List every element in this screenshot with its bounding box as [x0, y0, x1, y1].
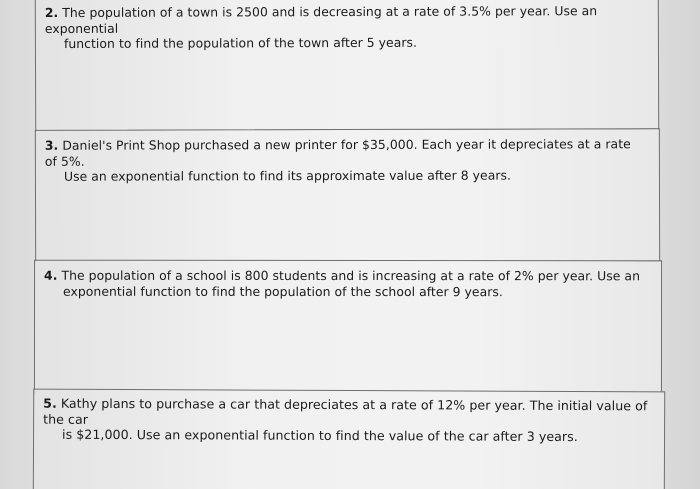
problem-2-line-1: The population of a town is 2500 and is decreasing at a rate of 3.5% per year. Use an exponential: [44, 3, 598, 36]
problem-3-line-2: Use an exponential function to find its approximate value after 8 years.: [63, 167, 512, 184]
problem-5-line-1: Kathy plans to purchase a car that depreciates at a rate of 12% per year. The initial value of the car: [43, 395, 648, 427]
problem-2-number: 2.: [44, 5, 59, 21]
problem-3-line-1: Daniel's Print Shop purchased a new printer for $35,000. Each year it depreciates at a rate of 5%.: [44, 136, 631, 169]
problem-2-text: [45, 3, 642, 52]
problem-2-box: [35, 0, 659, 132]
problem-3-text: [45, 136, 643, 184]
problem-5-number: 5.: [43, 395, 57, 411]
problem-5-line-2: is $21,000. Use an exponential function to find the value of the car after 3 years.: [62, 426, 578, 444]
problem-5-text: [43, 396, 648, 445]
problem-4-box: [34, 260, 662, 395]
problem-4-line-1: The population of a school is 800 students and is increasing at a rate of 2% per year. Use an: [61, 267, 640, 284]
problem-4-text: [44, 268, 645, 300]
problem-2-line-2: function to find the population of the town after 5 years.: [63, 34, 418, 51]
problem-3-number: 3.: [44, 137, 59, 153]
problem-4-number: 4.: [44, 267, 58, 283]
problem-3-box: [35, 128, 660, 264]
problem-5-box: [33, 389, 665, 489]
problem-4-line-2: exponential function to find the population of the school after 9 years.: [63, 283, 503, 299]
